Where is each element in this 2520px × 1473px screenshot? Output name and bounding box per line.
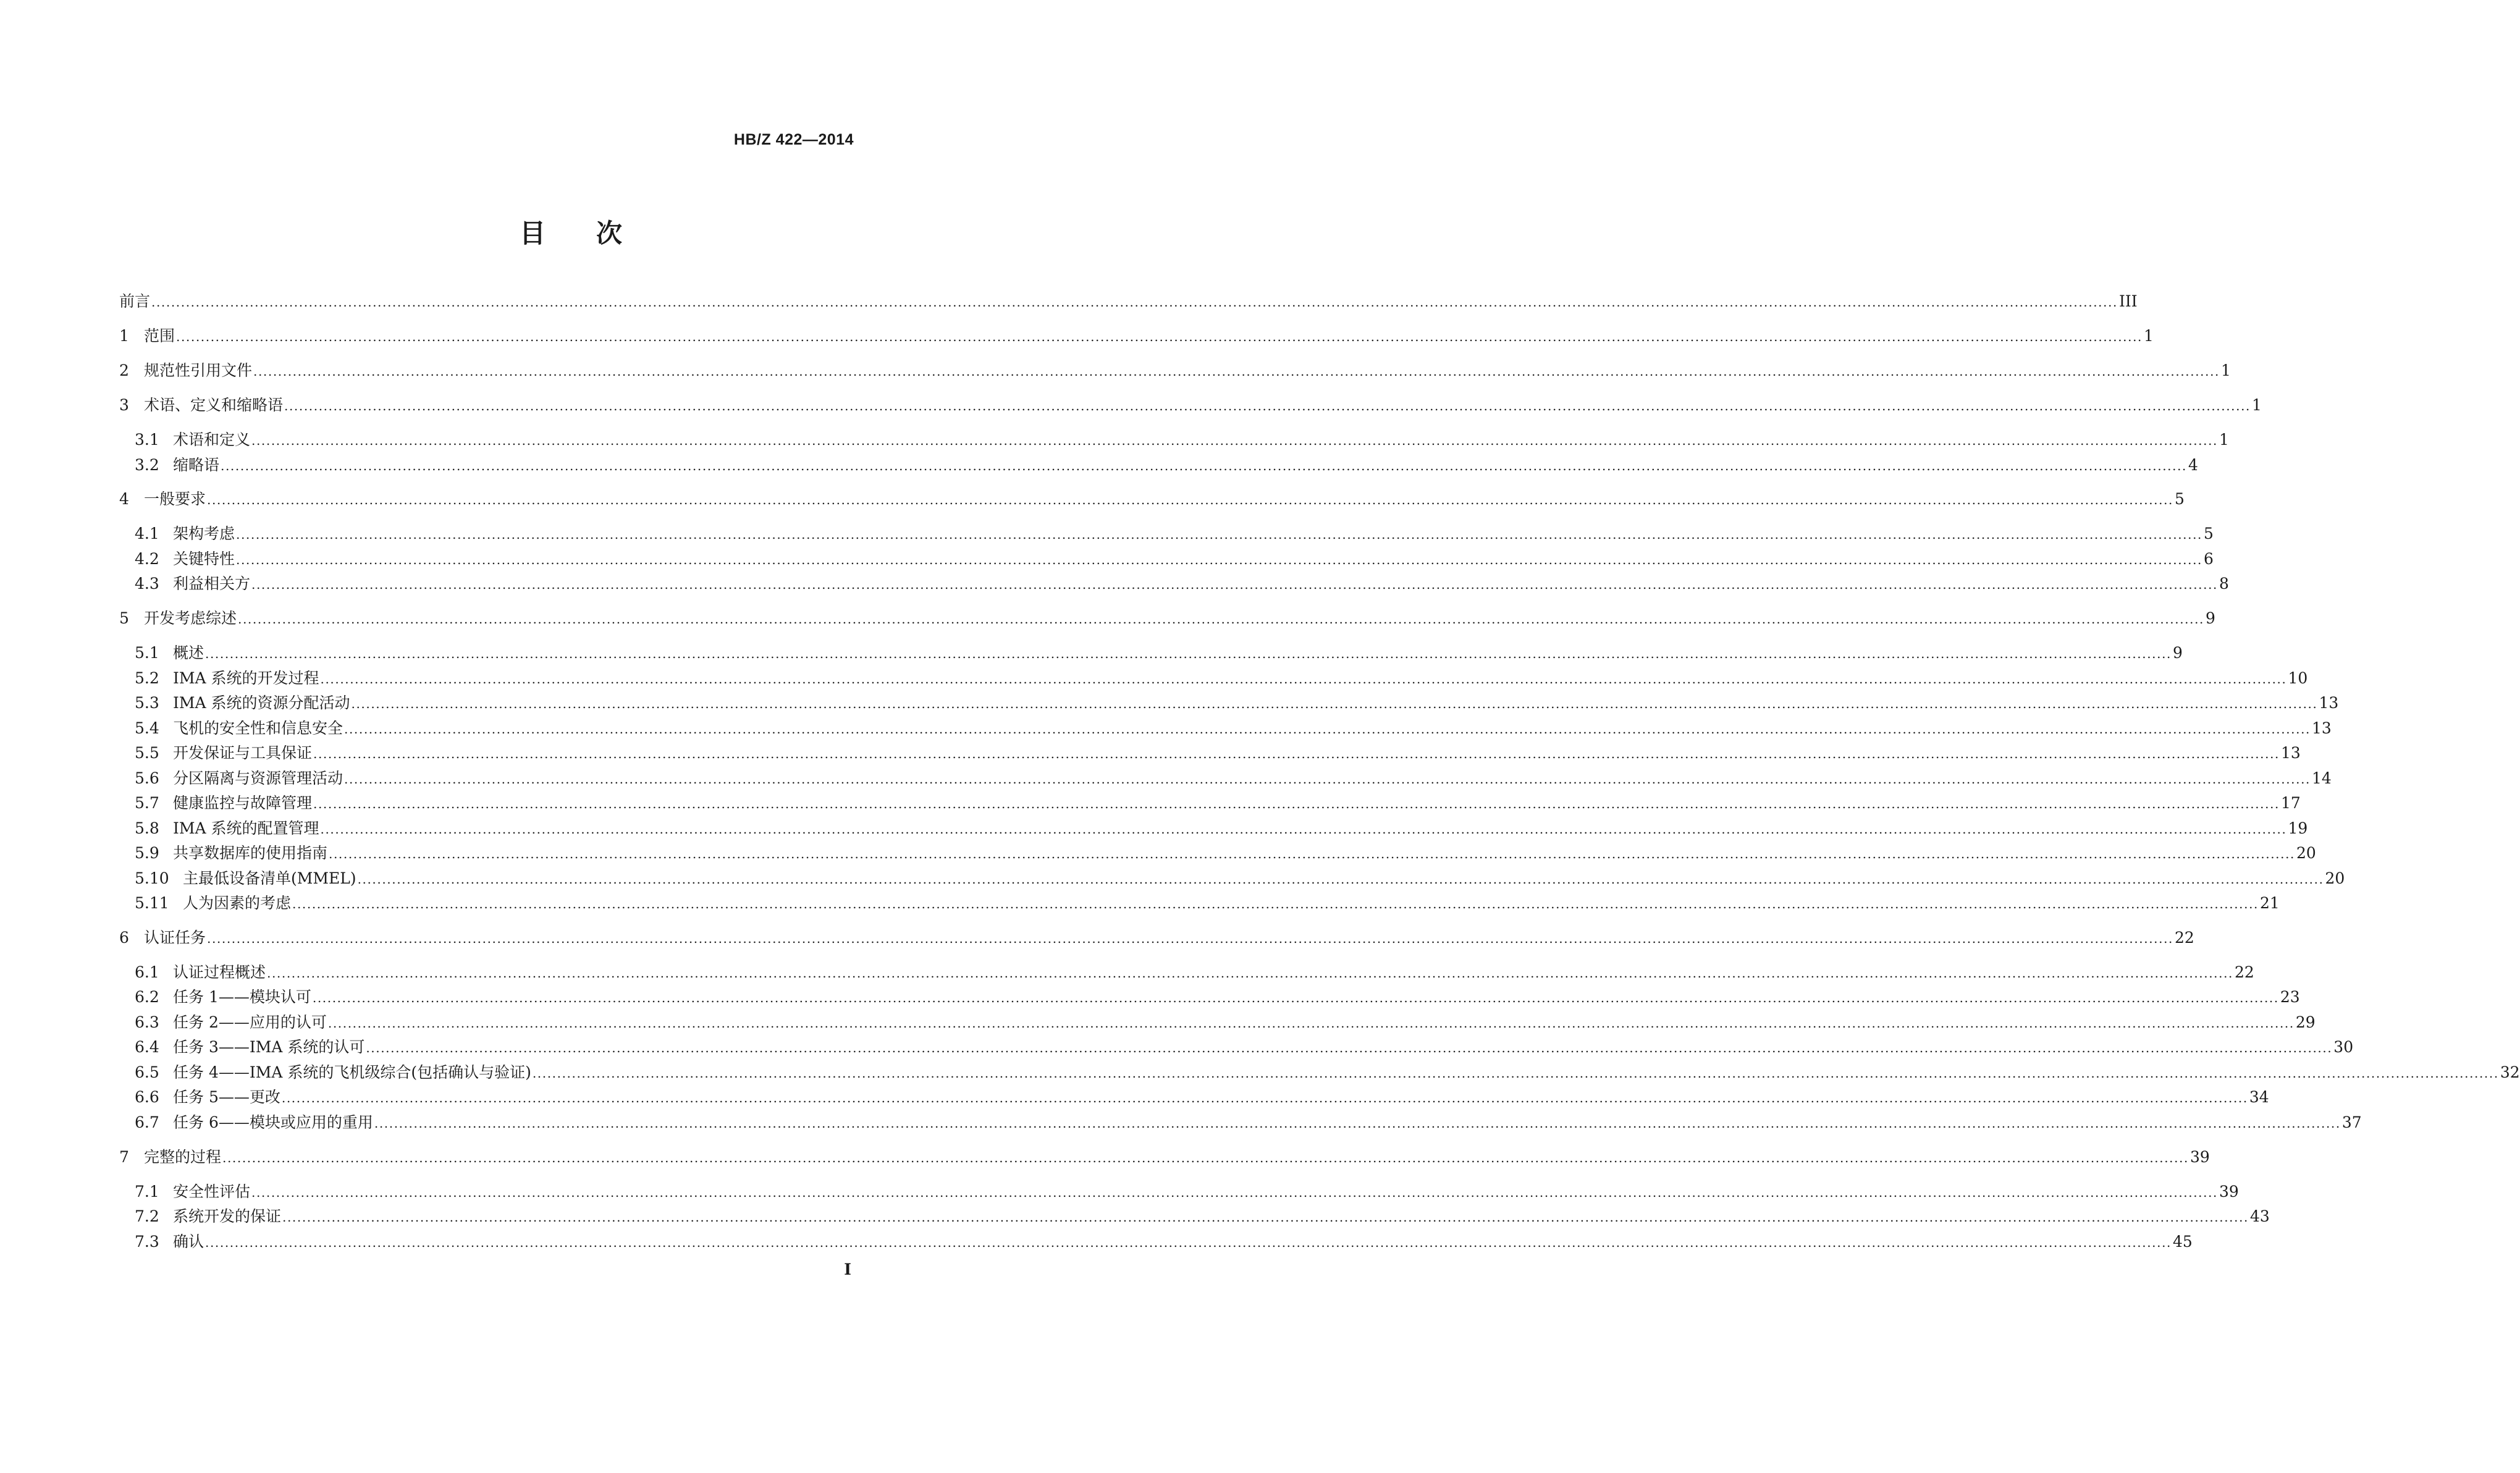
toc-page: 34	[2249, 1088, 2269, 1106]
toc-number: 6.4	[135, 1038, 159, 1056]
toc-number: 3.2	[135, 456, 159, 474]
toc-label: 任务 6——模块或应用的重用	[173, 1113, 373, 1131]
toc-page: 5	[2203, 525, 2214, 542]
toc-page: 13	[2280, 744, 2301, 762]
toc-leader: ................................................................................................................................................................................................................................................................................................................................................................................................................	[292, 897, 2259, 911]
toc-entry-6-5[interactable]	[135, 1060, 2520, 1085]
toc-label: 任务 2——应用的认可	[173, 1013, 327, 1031]
toc-entry-7-1[interactable]	[135, 1180, 2239, 1204]
toc-entry-5-9[interactable]	[135, 841, 2316, 866]
toc-leader: ................................................................................................................................................................................................................................................................................................................................................................................................................	[281, 1091, 2248, 1105]
toc-label: 范围	[144, 327, 175, 345]
toc-entry-foreword[interactable]	[119, 289, 2138, 314]
toc-number: 4	[119, 490, 129, 508]
toc-label: 开发保证与工具保证	[173, 744, 313, 762]
toc-entry-4-3[interactable]	[135, 572, 2229, 596]
toc-page: 9	[2172, 644, 2183, 662]
toc-page: 8	[2219, 575, 2229, 593]
toc-leader: ................................................................................................................................................................................................................................................................................................................................................................................................................	[344, 772, 2311, 787]
toc-number: 3	[119, 396, 129, 414]
title-char-1: 目	[519, 218, 546, 248]
toc-number: 6.7	[135, 1113, 159, 1131]
toc-label: 完整的过程	[144, 1148, 222, 1166]
toc-label: 规范性引用文件	[144, 361, 253, 379]
toc-number: 7.1	[135, 1183, 159, 1201]
toc-number: 5.11	[135, 894, 169, 912]
toc-label: 飞机的安全性和信息安全	[173, 719, 343, 737]
toc-leader: ................................................................................................................................................................................................................................................................................................................................................................................................................	[267, 966, 2233, 981]
toc-page: 9	[2205, 609, 2215, 627]
toc-number: 4.3	[135, 575, 159, 593]
toc-entry-1[interactable]	[119, 324, 2154, 348]
toc-label: 共享数据库的使用指南	[173, 844, 328, 862]
toc-entry-5-4[interactable]	[135, 716, 2332, 741]
toc-leader: ................................................................................................................................................................................................................................................................................................................................................................................................................	[313, 796, 2280, 811]
toc-number: 6.1	[135, 963, 159, 981]
toc-number: 5	[119, 609, 129, 627]
toc-entry-6-3[interactable]	[135, 1010, 2316, 1035]
page-title	[0, 213, 1142, 250]
toc-label: 任务 4——IMA 系统的飞机级综合(包括确认与验证)	[173, 1063, 531, 1081]
toc-label: 前言	[119, 292, 151, 310]
toc-leader: ................................................................................................................................................................................................................................................................................................................................................................................................................	[282, 1210, 2249, 1225]
toc-number: 6.5	[135, 1063, 159, 1081]
toc-entry-7-2[interactable]	[135, 1204, 2270, 1229]
toc-page: 39	[2189, 1148, 2210, 1166]
toc-leader: ................................................................................................................................................................................................................................................................................................................................................................................................................	[374, 1116, 2341, 1131]
toc-number: 6.6	[135, 1088, 159, 1106]
toc-label: 任务 5——更改	[173, 1088, 280, 1106]
toc-entry-6[interactable]	[119, 926, 2194, 950]
toc-page: 10	[2288, 669, 2308, 687]
toc-entry-7[interactable]	[119, 1145, 2210, 1170]
toc-label: 认证过程概述	[173, 963, 266, 981]
toc-number: 5.9	[135, 844, 159, 862]
toc-page: III	[2118, 292, 2138, 310]
toc-number: 5.4	[135, 719, 159, 737]
toc-entry-5-2[interactable]	[135, 666, 2308, 691]
toc-label: 任务 3——IMA 系统的认可	[173, 1038, 365, 1056]
toc-label: 概述	[173, 644, 204, 662]
toc-label: 架构考虑	[173, 525, 235, 542]
toc-label: IMA 系统的资源分配活动	[173, 694, 350, 712]
toc-page: 22	[2234, 963, 2254, 981]
toc-number: 5.8	[135, 819, 159, 837]
toc-leader: ................................................................................................................................................................................................................................................................................................................................................................................................................	[176, 329, 2143, 344]
toc-entry-5-8[interactable]	[135, 816, 2308, 841]
toc-leader: ................................................................................................................................................................................................................................................................................................................................................................................................................	[238, 612, 2204, 627]
toc-page: 43	[2249, 1207, 2270, 1225]
toc-number: 5.10	[135, 869, 169, 887]
toc-leader: ................................................................................................................................................................................................................................................................................................................................................................................................................	[532, 1066, 2499, 1081]
toc-page: 17	[2280, 794, 2301, 812]
toc-entry-5[interactable]	[119, 606, 2215, 631]
toc-entry-5-6[interactable]	[135, 766, 2332, 791]
toc-leader: ................................................................................................................................................................................................................................................................................................................................................................................................................	[366, 1040, 2333, 1055]
toc-entry-2[interactable]	[119, 358, 2231, 383]
toc-number: 6	[119, 929, 129, 947]
toc-page: 1	[2219, 431, 2229, 449]
toc-leader: ................................................................................................................................................................................................................................................................................................................................................................................................................	[357, 872, 2324, 887]
toc-page: 4	[2188, 456, 2198, 474]
toc-number: 5.1	[135, 644, 159, 662]
toc-number: 5.3	[135, 694, 159, 712]
toc-number: 4.2	[135, 550, 159, 568]
toc-page: 21	[2259, 894, 2280, 912]
toc-number: 5.2	[135, 669, 159, 687]
toc-label: 开发考虑综述	[144, 609, 237, 627]
toc-leader: ................................................................................................................................................................................................................................................................................................................................................................................................................	[205, 1235, 2172, 1250]
toc-entry-5-11[interactable]	[135, 891, 2280, 916]
toc-number: 5.6	[135, 769, 159, 787]
toc-label: 安全性评估	[173, 1183, 251, 1201]
toc-entry-3-1[interactable]	[135, 428, 2229, 452]
toc-number: 4.1	[135, 525, 159, 542]
toc-number: 5.7	[135, 794, 159, 812]
toc-leader: ................................................................................................................................................................................................................................................................................................................................................................................................................	[251, 433, 2218, 448]
toc-label: 利益相关方	[173, 575, 251, 593]
toc-entry-4[interactable]	[119, 487, 2185, 512]
toc-number: 2	[119, 361, 129, 379]
toc-entry-6-2[interactable]	[135, 985, 2300, 1010]
toc-label: 术语、定义和缩略语	[144, 396, 284, 414]
toc-leader: ................................................................................................................................................................................................................................................................................................................................................................................................................	[207, 931, 2173, 946]
toc-entry-4-2[interactable]	[135, 547, 2214, 572]
toc-leader: ................................................................................................................................................................................................................................................................................................................................................................................................................	[351, 696, 2318, 711]
toc-page: 19	[2288, 819, 2308, 837]
toc-entry-6-6[interactable]	[135, 1085, 2269, 1110]
toc-entry-3[interactable]	[119, 393, 2262, 418]
toc-leader: ................................................................................................................................................................................................................................................................................................................................................................................................................	[251, 577, 2218, 592]
toc-label: 任务 1——模块认可	[173, 988, 311, 1006]
toc-page: 29	[2295, 1013, 2316, 1031]
toc-label: 分区隔离与资源管理活动	[173, 769, 343, 787]
toc-leader: ................................................................................................................................................................................................................................................................................................................................................................................................................	[205, 646, 2172, 661]
toc-entry-6-4[interactable]	[135, 1035, 2354, 1060]
toc-leader: ................................................................................................................................................................................................................................................................................................................................................................................................................	[151, 295, 2118, 310]
toc-number: 6.3	[135, 1013, 159, 1031]
toc-page: 37	[2341, 1113, 2362, 1131]
toc-leader: ................................................................................................................................................................................................................................................................................................................................................................................................................	[253, 364, 2220, 379]
toc-entry-4-1[interactable]	[135, 521, 2214, 546]
toc-number: 5.5	[135, 744, 159, 762]
toc-label: 缩略语	[173, 456, 220, 474]
toc-page: 13	[2319, 694, 2339, 712]
toc-entry-6-1[interactable]	[135, 960, 2254, 985]
toc-leader: ................................................................................................................................................................................................................................................................................................................................................................................................................	[344, 722, 2311, 736]
toc-page: 6	[2203, 550, 2214, 568]
toc-entry-7-3[interactable]	[135, 1230, 2193, 1254]
toc-leader: ................................................................................................................................................................................................................................................................................................................................................................................................................	[251, 1185, 2218, 1200]
toc-leader: ................................................................................................................................................................................................................................................................................................................................................................................................................	[329, 846, 2295, 861]
toc-entry-5-7[interactable]	[135, 791, 2301, 816]
title-char-2: 次	[596, 218, 623, 248]
toc-page: 32	[2500, 1063, 2520, 1081]
toc-page: 20	[2296, 844, 2316, 862]
toc-entry-6-7[interactable]	[135, 1110, 2362, 1135]
page-number: I	[844, 1260, 851, 1278]
toc-leader: ................................................................................................................................................................................................................................................................................................................................................................................................................	[327, 1016, 2295, 1031]
toc-page: 13	[2311, 719, 2332, 737]
toc-label: 主最低设备清单(MMEL)	[183, 869, 356, 887]
toc-leader: ................................................................................................................................................................................................................................................................................................................................................................................................................	[312, 990, 2279, 1005]
toc-number: 6.2	[135, 988, 159, 1006]
toc-leader: ................................................................................................................................................................................................................................................................................................................................................................................................................	[221, 458, 2187, 473]
toc-number: 7	[119, 1148, 129, 1166]
toc-number: 1	[119, 327, 129, 345]
toc-page: 1	[2220, 361, 2231, 379]
toc-page: 1	[2251, 396, 2262, 414]
toc-label: 健康监控与故障管理	[173, 794, 313, 812]
toc-number: 7.3	[135, 1233, 159, 1251]
toc-entry-3-2[interactable]	[135, 453, 2198, 478]
toc-leader: ................................................................................................................................................................................................................................................................................................................................................................................................................	[207, 492, 2173, 507]
toc-page: 30	[2333, 1038, 2354, 1056]
toc-page: 22	[2174, 929, 2194, 947]
toc-page: 23	[2280, 988, 2300, 1006]
toc-leader: ................................................................................................................................................................................................................................................................................................................................................................................................................	[284, 399, 2251, 413]
toc-label: 关键特性	[173, 550, 235, 568]
toc-number: 3.1	[135, 431, 159, 449]
toc-entry-5-10[interactable]	[135, 866, 2345, 891]
toc-label: 一般要求	[144, 490, 206, 508]
toc-label: IMA 系统的开发过程	[173, 669, 319, 687]
toc-leader: ................................................................................................................................................................................................................................................................................................................................................................................................................	[236, 527, 2202, 542]
toc-entry-5-1[interactable]	[135, 641, 2183, 665]
toc-entry-5-5[interactable]	[135, 741, 2301, 766]
toc-label: IMA 系统的配置管理	[173, 819, 319, 837]
toc-number: 7.2	[135, 1207, 159, 1225]
toc-page: 1	[2143, 327, 2154, 345]
toc-page: 14	[2311, 769, 2332, 787]
toc-label: 系统开发的保证	[173, 1207, 282, 1225]
toc-page: 5	[2174, 490, 2185, 508]
toc-page: 45	[2172, 1233, 2193, 1251]
toc-page: 39	[2219, 1183, 2239, 1201]
toc-leader: ................................................................................................................................................................................................................................................................................................................................................................................................................	[222, 1150, 2189, 1165]
toc-label: 确认	[173, 1233, 204, 1251]
toc-label: 认证任务	[144, 929, 206, 947]
toc-entry-5-3[interactable]	[135, 691, 2339, 715]
toc-leader: ................................................................................................................................................................................................................................................................................................................................................................................................................	[236, 552, 2202, 567]
toc-label: 人为因素的考虑	[183, 894, 292, 912]
toc-leader: ................................................................................................................................................................................................................................................................................................................................................................................................................	[313, 746, 2280, 761]
toc-leader: ................................................................................................................................................................................................................................................................................................................................................................................................................	[320, 672, 2287, 686]
toc-leader: ................................................................................................................................................................................................................................................................................................................................................................................................................	[320, 822, 2287, 837]
toc-page: 20	[2325, 869, 2345, 887]
document-code: HB/Z 422—2014	[733, 131, 854, 148]
toc-label: 术语和定义	[173, 431, 251, 449]
